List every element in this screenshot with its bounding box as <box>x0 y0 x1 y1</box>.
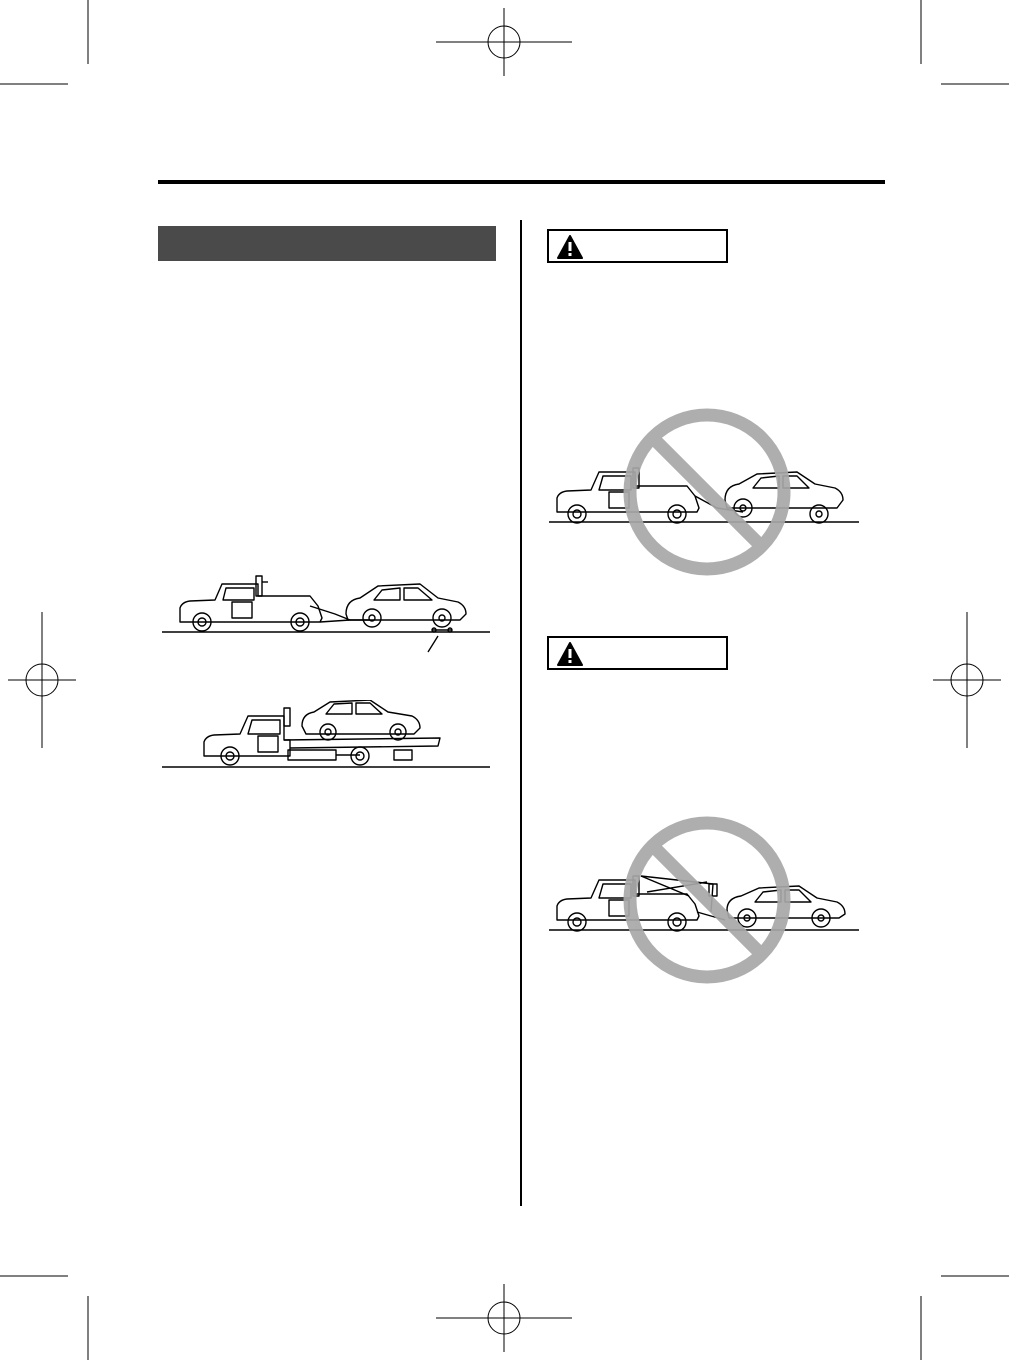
warning-label-box <box>547 229 728 263</box>
header-rule <box>158 180 885 184</box>
warning-triangle-icon <box>557 235 583 259</box>
registration-mark-icon <box>8 612 76 748</box>
column-divider <box>520 220 522 1206</box>
prohibited-sling-tow-illustration <box>547 812 867 988</box>
wheel-dolly-tow-illustration <box>160 570 495 660</box>
section-heading-bar <box>158 226 496 261</box>
registration-mark-icon <box>436 1284 572 1352</box>
flatbed-tow-illustration <box>160 700 495 772</box>
warning-label-box <box>547 636 728 670</box>
prohibition-sign-icon <box>630 823 784 977</box>
registration-mark-icon <box>436 8 572 76</box>
warning-triangle-icon <box>557 642 583 666</box>
registration-mark-icon <box>933 612 1001 748</box>
prohibited-wheel-lift-illustration <box>547 404 867 580</box>
prohibition-sign-icon <box>630 415 784 569</box>
